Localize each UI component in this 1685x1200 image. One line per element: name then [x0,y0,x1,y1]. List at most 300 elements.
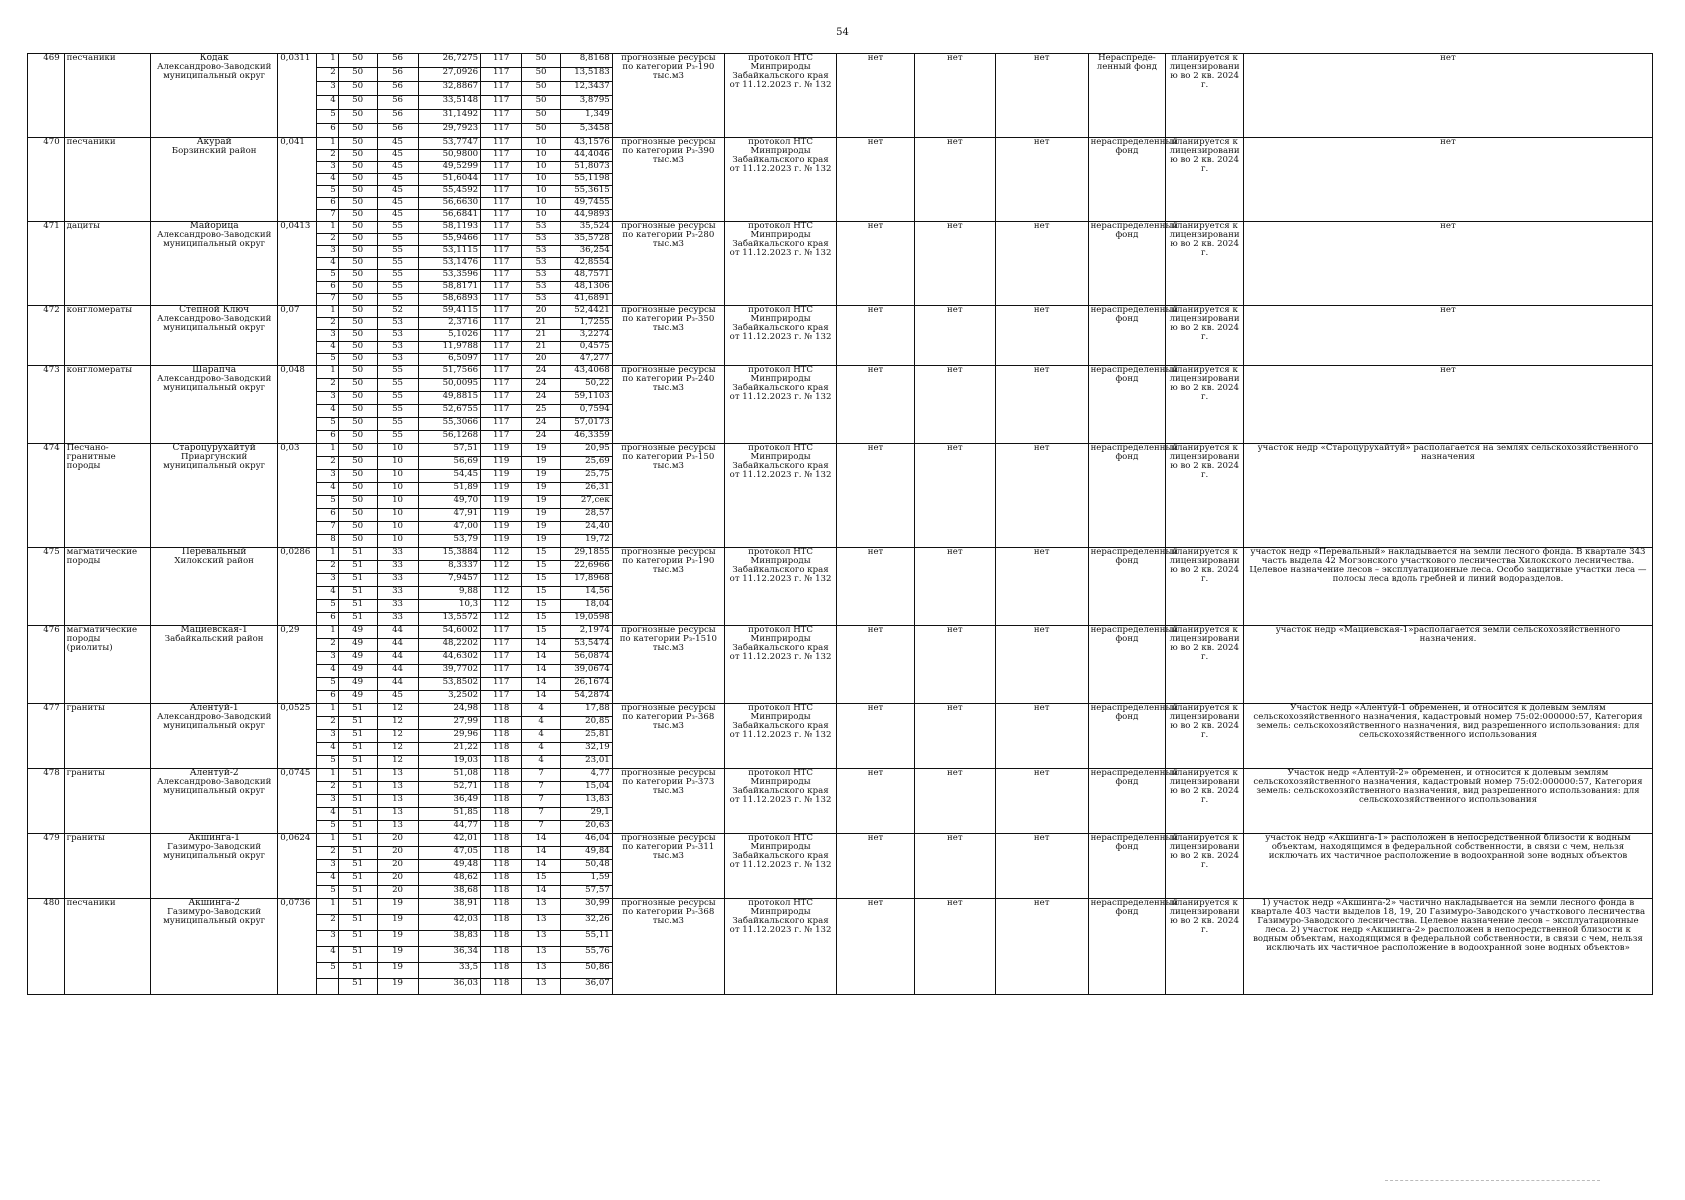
table-row [28,306,1653,318]
lat-sec: 52,6755 [418,405,481,418]
lon-deg: 118 [481,886,522,899]
lon-sec: 20,63 [560,821,612,834]
site-location [150,704,277,769]
point-number: 3 [317,392,339,405]
table-row [28,366,1653,379]
site-district: Хилокский район [174,556,254,567]
point-number: 1 [317,306,339,318]
point-number: 7 [317,522,339,535]
lon-min: 10 [522,198,561,210]
fund-cell: нераспределенный фонд [1088,704,1166,769]
lon-min: 19 [522,496,561,509]
plan-cell: планируется к лицензировани ю во 2 кв. 2024 г. [1166,444,1244,548]
protocol-cell: протокол НТС Минприроды Забайкальского края от 11.12.2023 г. № 132 [724,769,836,834]
lon-deg: 117 [481,54,522,68]
rock-type: конгломераты [64,366,150,444]
lat-deg: 51 [338,873,377,886]
lat-sec: 33,5148 [418,96,481,110]
plan-cell: планируется к лицензировани ю во 2 кв. 2024 г. [1166,54,1244,138]
lon-min: 13 [522,947,561,963]
rock-type: песчаники [64,138,150,222]
lat-sec: 38,83 [418,931,481,947]
lon-deg: 117 [481,124,522,138]
lat-sec: 49,48 [418,860,481,873]
fund-cell: нераспределенный фонд [1088,834,1166,899]
lon-sec: 19,72 [560,535,612,548]
lon-deg: 117 [481,626,522,639]
lat-min: 55 [377,234,418,246]
lon-min: 15 [522,561,561,574]
point-number: 2 [317,782,339,795]
lat-min: 19 [377,979,418,995]
lon-deg: 112 [481,574,522,587]
lat-deg: 50 [338,210,377,222]
entry-number: 472 [28,306,65,366]
lon-deg: 117 [481,258,522,270]
lon-deg: 117 [481,294,522,306]
lon-deg: 118 [481,730,522,743]
status-cell-2: нет [914,138,995,222]
lat-sec: 26,7275 [418,54,481,68]
lon-sec: 54,2874 [560,691,612,704]
site-area: 0,07 [278,306,317,366]
point-number: 2 [317,639,339,652]
lat-min: 12 [377,717,418,730]
rock-type: граниты [64,704,150,769]
lat-deg: 50 [338,186,377,198]
lat-min: 55 [377,405,418,418]
note-cell: участок недр «Староцурухайтуй» располагается на землях сельскохозяйственного назначения [1243,444,1652,548]
lon-min: 20 [522,354,561,366]
lat-sec: 11,9788 [418,342,481,354]
point-number: 6 [317,691,339,704]
site-location [150,366,277,444]
point-number: 1 [317,626,339,639]
point-number: 3 [317,82,339,96]
lon-min: 13 [522,979,561,995]
lon-deg: 112 [481,548,522,561]
lat-deg: 50 [338,330,377,342]
lon-deg: 117 [481,405,522,418]
fund-cell: нераспределенный фонд [1088,626,1166,704]
lat-sec: 50,9800 [418,150,481,162]
rock-type: магматические породы [64,548,150,626]
lat-sec: 21,22 [418,743,481,756]
note-cell: нет [1243,222,1652,306]
lat-min: 56 [377,110,418,124]
point-number: 3 [317,470,339,483]
lat-min: 44 [377,678,418,691]
lat-deg: 49 [338,665,377,678]
lon-min: 20 [522,306,561,318]
lat-deg: 50 [338,405,377,418]
lon-sec: 22,6966 [560,561,612,574]
site-district: Александрово-Заводский муниципальный округ [156,712,272,732]
lon-min: 15 [522,587,561,600]
status-cell-1: нет [837,548,915,626]
lat-sec: 48,2202 [418,639,481,652]
lat-min: 56 [377,96,418,110]
entry-number: 473 [28,366,65,444]
lat-sec: 32,8867 [418,82,481,96]
lat-deg: 51 [338,782,377,795]
lon-sec: 29,1855 [560,548,612,561]
lat-sec: 51,08 [418,769,481,782]
point-number: 4 [317,174,339,186]
lat-sec: 47,00 [418,522,481,535]
lat-sec: 31,1492 [418,110,481,124]
lat-deg: 51 [338,600,377,613]
lon-sec: 43,1576 [560,138,612,150]
lat-sec: 51,89 [418,483,481,496]
site-location [150,769,277,834]
lat-deg: 50 [338,222,377,234]
lon-deg: 117 [481,330,522,342]
lat-sec: 33,5 [418,963,481,979]
status-cell-1: нет [837,899,915,995]
lat-deg: 51 [338,931,377,947]
lon-min: 53 [522,246,561,258]
lon-deg: 117 [481,652,522,665]
lat-sec: 57,51 [418,444,481,457]
lon-min: 4 [522,743,561,756]
note-cell: Участок недр «Алентуй-2» обременен, и относится к долевым землям сельскохозяйственного назначения, кадастровый номер 75:02:000000:57, Категория земель: сельскохозяйственного назначения, вид разрешенного использования: для сельскохозяйственного использования [1243,769,1652,834]
lat-min: 20 [377,873,418,886]
lat-deg: 51 [338,561,377,574]
point-number [317,979,339,995]
lat-sec: 53,7747 [418,138,481,150]
lon-min: 50 [522,82,561,96]
note-cell: участок недр «Мациевская-1»располагается земли сельскохозяйственного назначения. [1243,626,1652,704]
lon-min: 10 [522,150,561,162]
lon-min: 24 [522,392,561,405]
lat-min: 45 [377,150,418,162]
lon-sec: 3,2274 [560,330,612,342]
lon-sec: 17,88 [560,704,612,717]
lat-sec: 53,3596 [418,270,481,282]
site-location [150,444,277,548]
lon-sec: 13,83 [560,795,612,808]
site-name: Акурай [196,137,232,147]
lon-min: 13 [522,963,561,979]
lon-min: 14 [522,691,561,704]
lat-min: 20 [377,847,418,860]
status-cell-1: нет [837,834,915,899]
lon-deg: 117 [481,110,522,124]
lat-min: 45 [377,198,418,210]
note-cell: Участок недр «Алентуй-1 обременен, и относится к долевым землям сельскохозяйственного назначения, кадастровый номер 75:02:000000:57, Категория земель: сельскохозяйственного назначения, вид разрешенного использования: для сельскохозяйственного использования [1243,704,1652,769]
lat-sec: 36,34 [418,947,481,963]
point-number: 4 [317,808,339,821]
lon-deg: 119 [481,457,522,470]
lon-sec: 24,40 [560,522,612,535]
lat-min: 13 [377,808,418,821]
site-district: Приаргунский муниципальный округ [163,452,266,472]
point-number: 5 [317,110,339,124]
protocol-cell: протокол НТС Минприроды Забайкальского края от 11.12.2023 г. № 132 [724,54,836,138]
lat-min: 10 [377,522,418,535]
rock-type: Песчано-гранитные породы [64,444,150,548]
status-cell-3: нет [995,366,1088,444]
site-name: Перевальный [181,547,247,557]
lat-sec: 48,62 [418,873,481,886]
lat-min: 20 [377,834,418,847]
site-area: 0,0311 [278,54,317,138]
point-number: 6 [317,282,339,294]
lat-deg: 50 [338,496,377,509]
point-number: 6 [317,431,339,444]
site-area: 0,0413 [278,222,317,306]
lat-min: 45 [377,174,418,186]
lat-sec: 56,1268 [418,431,481,444]
lon-sec: 23,01 [560,756,612,769]
point-number: 2 [317,150,339,162]
lon-min: 7 [522,782,561,795]
status-cell-2: нет [914,444,995,548]
lat-sec: 27,99 [418,717,481,730]
lat-deg: 51 [338,860,377,873]
lat-sec: 47,91 [418,509,481,522]
lon-sec: 57,57 [560,886,612,899]
lat-sec: 56,6841 [418,210,481,222]
site-name: Акшинга-2 [188,898,240,908]
lon-min: 53 [522,258,561,270]
lon-min: 24 [522,418,561,431]
lat-min: 33 [377,587,418,600]
point-number: 6 [317,509,339,522]
lon-deg: 117 [481,379,522,392]
lon-deg: 117 [481,162,522,174]
site-district: Александрово-Заводский муниципальный округ [156,230,272,250]
site-name: Мациевская-1 [180,625,248,635]
lat-deg: 49 [338,652,377,665]
lon-min: 14 [522,639,561,652]
lat-sec: 52,71 [418,782,481,795]
status-cell-2: нет [914,899,995,995]
site-district: Борзинский район [171,146,257,157]
lon-sec: 57,0173 [560,418,612,431]
lon-min: 53 [522,234,561,246]
lat-min: 19 [377,931,418,947]
lat-sec: 5,1026 [418,330,481,342]
lat-deg: 50 [338,366,377,379]
lon-min: 50 [522,110,561,124]
lat-sec: 54,6002 [418,626,481,639]
entry-number: 469 [28,54,65,138]
fund-cell: нераспределенный фонд [1088,444,1166,548]
status-cell-2: нет [914,769,995,834]
point-number: 2 [317,717,339,730]
resources-cell: прогнозные ресурсы по категории Р₃-368 тыс.м3 [612,704,724,769]
point-number: 1 [317,444,339,457]
lat-sec: 24,98 [418,704,481,717]
lat-min: 20 [377,860,418,873]
lat-min: 33 [377,548,418,561]
lon-sec: 55,1198 [560,174,612,186]
point-number: 4 [317,587,339,600]
status-cell-3: нет [995,222,1088,306]
scan-artifact-line [1385,1180,1600,1182]
lon-sec: 1,349 [560,110,612,124]
lon-deg: 117 [481,318,522,330]
lat-deg: 51 [338,574,377,587]
lon-min: 10 [522,138,561,150]
site-area: 0,0736 [278,899,317,995]
lat-min: 10 [377,509,418,522]
lat-deg: 51 [338,979,377,995]
point-number: 1 [317,54,339,68]
lat-min: 12 [377,704,418,717]
lat-min: 10 [377,470,418,483]
lat-min: 33 [377,574,418,587]
note-cell: нет [1243,54,1652,138]
note-cell: участок недр «Акшинга-1» расположен в непосредственной близости к водным объектам, находящимся в федеральной собственности, в связи с чем, нельзя исключать их частичное расположение в водоохранной зоне водных объектов [1243,834,1652,899]
point-number: 2 [317,318,339,330]
lat-sec: 51,7566 [418,366,481,379]
lat-min: 55 [377,418,418,431]
lat-deg: 50 [338,54,377,68]
lat-deg: 50 [338,162,377,174]
lon-sec: 47,277 [560,354,612,366]
lat-min: 33 [377,561,418,574]
lat-deg: 50 [338,535,377,548]
lon-min: 19 [522,444,561,457]
lon-sec: 59,1103 [560,392,612,405]
table-row [28,834,1653,847]
lat-deg: 50 [338,431,377,444]
lon-sec: 55,3615 [560,186,612,198]
lat-deg: 50 [338,82,377,96]
lon-min: 19 [522,535,561,548]
lon-sec: 2,1974 [560,626,612,639]
lon-sec: 44,4046 [560,150,612,162]
lat-min: 55 [377,258,418,270]
lat-min: 10 [377,535,418,548]
lon-deg: 117 [481,392,522,405]
lat-deg: 51 [338,704,377,717]
lon-sec: 28,57 [560,509,612,522]
site-district: Александрово-Заводский муниципальный округ [156,314,272,334]
lat-sec: 49,8815 [418,392,481,405]
site-area: 0,0624 [278,834,317,899]
lat-deg: 50 [338,124,377,138]
lat-min: 55 [377,431,418,444]
lat-sec: 58,8171 [418,282,481,294]
lat-min: 13 [377,769,418,782]
lon-deg: 118 [481,915,522,931]
lat-min: 19 [377,963,418,979]
lat-sec: 55,9466 [418,234,481,246]
lat-min: 44 [377,626,418,639]
entry-number: 474 [28,444,65,548]
point-number: 2 [317,234,339,246]
fund-cell: Нераспреде-ленный фонд [1088,54,1166,138]
lat-min: 53 [377,318,418,330]
point-number: 2 [317,915,339,931]
lat-sec: 47,05 [418,847,481,860]
lat-sec: 3,2502 [418,691,481,704]
lat-deg: 50 [338,457,377,470]
status-cell-3: нет [995,769,1088,834]
resources-cell: прогнозные ресурсы по категории Р₃-190 тыс.м3 [612,54,724,138]
point-number: 5 [317,418,339,431]
resources-cell: прогнозные ресурсы по категории Р₃-240 тыс.м3 [612,366,724,444]
lat-deg: 51 [338,886,377,899]
lon-deg: 117 [481,222,522,234]
lat-min: 55 [377,222,418,234]
lon-min: 53 [522,294,561,306]
lon-sec: 20,95 [560,444,612,457]
lat-sec: 54,45 [418,470,481,483]
point-number: 4 [317,743,339,756]
table-row [28,704,1653,717]
lat-min: 56 [377,124,418,138]
table-row [28,444,1653,457]
lat-sec: 49,70 [418,496,481,509]
lon-deg: 119 [481,522,522,535]
status-cell-1: нет [837,54,915,138]
fund-cell: нераспределенный фонд [1088,769,1166,834]
lat-min: 56 [377,82,418,96]
lon-sec: 53,5474 [560,639,612,652]
page-number: 54 [836,27,849,38]
point-number: 5 [317,678,339,691]
lon-min: 13 [522,931,561,947]
entry-number: 480 [28,899,65,995]
plan-cell: планируется к лицензировани ю во 2 кв. 2024 г. [1166,138,1244,222]
lat-min: 45 [377,691,418,704]
protocol-cell: протокол НТС Минприроды Забайкальского края от 11.12.2023 г. № 132 [724,626,836,704]
rock-type: магматические породы (риолиты) [64,626,150,704]
lon-sec: 14,56 [560,587,612,600]
lon-deg: 117 [481,665,522,678]
lon-min: 14 [522,886,561,899]
site-area: 0,048 [278,366,317,444]
point-number: 2 [317,561,339,574]
site-district: Александрово-Заводский муниципальный округ [156,777,272,797]
lon-min: 4 [522,717,561,730]
point-number: 1 [317,138,339,150]
lon-deg: 117 [481,418,522,431]
status-cell-3: нет [995,306,1088,366]
note-cell: нет [1243,306,1652,366]
status-cell-3: нет [995,899,1088,995]
lon-deg: 117 [481,282,522,294]
status-cell-2: нет [914,54,995,138]
lon-min: 14 [522,665,561,678]
lat-min: 44 [377,639,418,652]
lat-sec: 10,3 [418,600,481,613]
site-location [150,54,277,138]
lon-deg: 117 [481,342,522,354]
lat-deg: 50 [338,470,377,483]
protocol-cell: протокол НТС Минприроды Забайкальского края от 11.12.2023 г. № 132 [724,704,836,769]
point-number: 4 [317,96,339,110]
lon-sec: 0,7594 [560,405,612,418]
lat-deg: 50 [338,354,377,366]
lon-sec: 27,сек [560,496,612,509]
lon-sec: 55,11 [560,931,612,947]
site-district: Александрово-Заводский муниципальный округ [156,374,272,394]
lat-deg: 51 [338,963,377,979]
lon-deg: 112 [481,561,522,574]
lon-sec: 50,48 [560,860,612,873]
status-cell-3: нет [995,834,1088,899]
lat-min: 33 [377,600,418,613]
lon-deg: 117 [481,246,522,258]
lat-deg: 49 [338,626,377,639]
status-cell-2: нет [914,704,995,769]
